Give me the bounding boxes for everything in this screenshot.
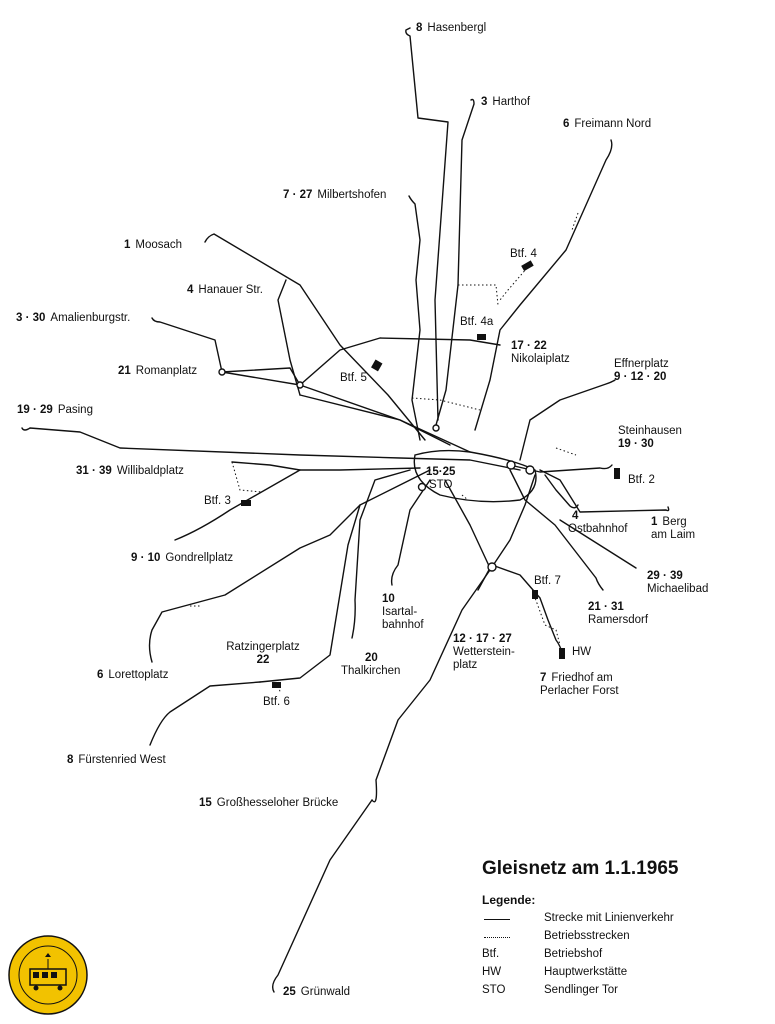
- terminus-hanauer-str: 4 Hanauer Str.: [187, 284, 263, 296]
- line-hasenbergl: [406, 28, 448, 420]
- line-ostbahnhof: [545, 475, 578, 508]
- legend-heading: Legende:: [482, 893, 536, 907]
- depot-btf2-label: Btf. 2: [628, 474, 655, 486]
- terminus-amalienburgstr: 3 · 30 Amalienburgstr.: [16, 312, 131, 324]
- line-brienner: [300, 395, 470, 452]
- legend-dotted-line-symbol: [484, 937, 510, 938]
- terminus-berg-am-laim: 1 Berg am Laim: [651, 516, 696, 541]
- service-track-steinhausen: [556, 448, 576, 455]
- terminus-harthof: 3 Harthof: [481, 96, 531, 108]
- line-fuerstenried: [150, 682, 260, 745]
- line-gruenwald: [273, 800, 372, 992]
- service-track-btf3: [232, 462, 262, 492]
- line-harthof: [436, 100, 474, 426]
- depot-btf3-label: Btf. 3: [204, 495, 231, 507]
- stop-roman: [219, 369, 225, 375]
- terminus-michaelibad: 29 · 39 Michaelibad: [647, 570, 709, 595]
- legend-title: Gleisnetz am 1.1.1965: [482, 858, 679, 879]
- legend-key: Btf.: [482, 948, 500, 960]
- depot-btf4a-marker: [477, 334, 486, 340]
- terminus-ramersdorf: 21 · 31 Ramersdorf: [588, 601, 649, 626]
- terminus-ostbahnhof: 4 Ostbahnhof: [568, 510, 628, 535]
- stop-sto: [419, 484, 426, 491]
- terminus-nikolaiplatz: 17 · 22 Nikolaiplatz: [511, 340, 570, 365]
- depot-btf6-label: Btf. 6: [263, 696, 290, 708]
- terminus-romanplatz: 21 Romanplatz: [118, 365, 198, 377]
- legend-item: [482, 948, 742, 964]
- legend-item: [482, 912, 742, 928]
- depot-btf3-marker: [241, 500, 251, 506]
- legend-item: [482, 930, 742, 946]
- terminus-gruenwald: 25 Grünwald: [283, 986, 351, 998]
- terminus-willibaldplatz: 31 · 39 Willibaldplatz: [76, 465, 184, 477]
- depot-hw-label: HW: [572, 646, 592, 658]
- legend-key: STO: [482, 984, 506, 996]
- service-track-north: [458, 285, 498, 305]
- depot-btf5-label: Btf. 5: [340, 372, 367, 384]
- terminus-freimann-nord: 6 Freimann Nord: [563, 118, 652, 130]
- service-track-ring: [412, 398, 480, 410]
- line-pasing: [22, 428, 520, 470]
- line-loretto: [150, 470, 431, 662]
- line-hanauer: [278, 280, 300, 395]
- terminus-friedhof-perlacher-forst: 7 Friedhof am Perlacher Forst: [540, 672, 619, 697]
- line-wetterstein: [445, 480, 490, 590]
- line-effner: [520, 380, 615, 460]
- service-track-freimann: [572, 213, 578, 230]
- terminus-milbertshofen: 7 · 27 Milbertshofen: [283, 189, 387, 201]
- legend-value: Strecke mit Linienverkehr: [544, 912, 674, 924]
- terminus-effnerplatz: Effnerplatz 9 · 12 · 20: [614, 358, 669, 383]
- label-sendlinger-tor: 15·25 STO: [426, 466, 456, 491]
- depot-btf4-marker: [521, 260, 534, 271]
- stop-junction-3: [488, 563, 496, 571]
- legend-item: [482, 984, 742, 1000]
- terminus-gondrellplatz: 9 · 10 Gondrellplatz: [131, 552, 234, 564]
- stop-junction-2: [526, 466, 534, 474]
- service-track-btf4: [500, 268, 527, 300]
- line-freimann: [475, 140, 612, 430]
- terminus-hasenbergl: 8 Hasenbergl: [416, 22, 487, 34]
- terminus-isartalbahnhof: 10 Isartal- bahnhof: [382, 593, 424, 631]
- stop-junction-1: [507, 461, 515, 469]
- club-logo-seal: [8, 935, 88, 1015]
- depot-btf4-label: Btf. 4: [510, 248, 537, 260]
- depot-btf7-marker: [532, 590, 538, 599]
- depot-btf5-marker: [371, 360, 382, 372]
- terminus-lorettoplatz: 6 Lorettoplatz: [97, 669, 169, 681]
- line-nikolai: [300, 338, 500, 385]
- line-isartal: [392, 480, 430, 585]
- legend-value: Hauptwerkstätte: [544, 966, 628, 978]
- terminus-fuerstenried-west: 8 Fürstenried West: [67, 754, 166, 766]
- legend-value: Sendlinger Tor: [544, 984, 618, 996]
- line-willibald: [232, 462, 300, 470]
- legend-key: HW: [482, 966, 502, 978]
- depot-hw-marker: [559, 648, 565, 659]
- line-moosach: [205, 234, 425, 440]
- terminus-thalkirchen: 20 Thalkirchen: [341, 652, 401, 677]
- depot-btf4a-label: Btf. 4a: [460, 316, 494, 328]
- terminus-ratzingerplatz: Ratzingerplatz 22: [226, 641, 300, 666]
- terminus-wettersteinplatz: 12 · 17 · 27 Wetterstein- platz: [453, 633, 515, 671]
- depot-btf2-marker: [614, 468, 620, 479]
- line-milbertshofen: [409, 196, 420, 440]
- legend-value: Betriebsstrecken: [544, 930, 630, 942]
- stop-hanauer: [297, 382, 303, 388]
- legend-item: [482, 966, 742, 982]
- terminus-pasing: 19 · 29 Pasing: [17, 404, 93, 416]
- service-track-hw: [534, 595, 560, 645]
- terminus-moosach: 1 Moosach: [124, 239, 183, 251]
- stop-junction-4: [433, 425, 439, 431]
- depot-btf6-marker: [272, 682, 281, 688]
- legend-value: Betriebshof: [544, 948, 603, 960]
- terminus-steinhausen: Steinhausen 19 · 30: [618, 425, 682, 450]
- depot-btf7-label: Btf. 7: [534, 575, 561, 587]
- terminus-grosshesseloher-bruecke: 15 Großhesseloher Brücke: [199, 797, 339, 809]
- legend-solid-line-symbol: [484, 919, 510, 920]
